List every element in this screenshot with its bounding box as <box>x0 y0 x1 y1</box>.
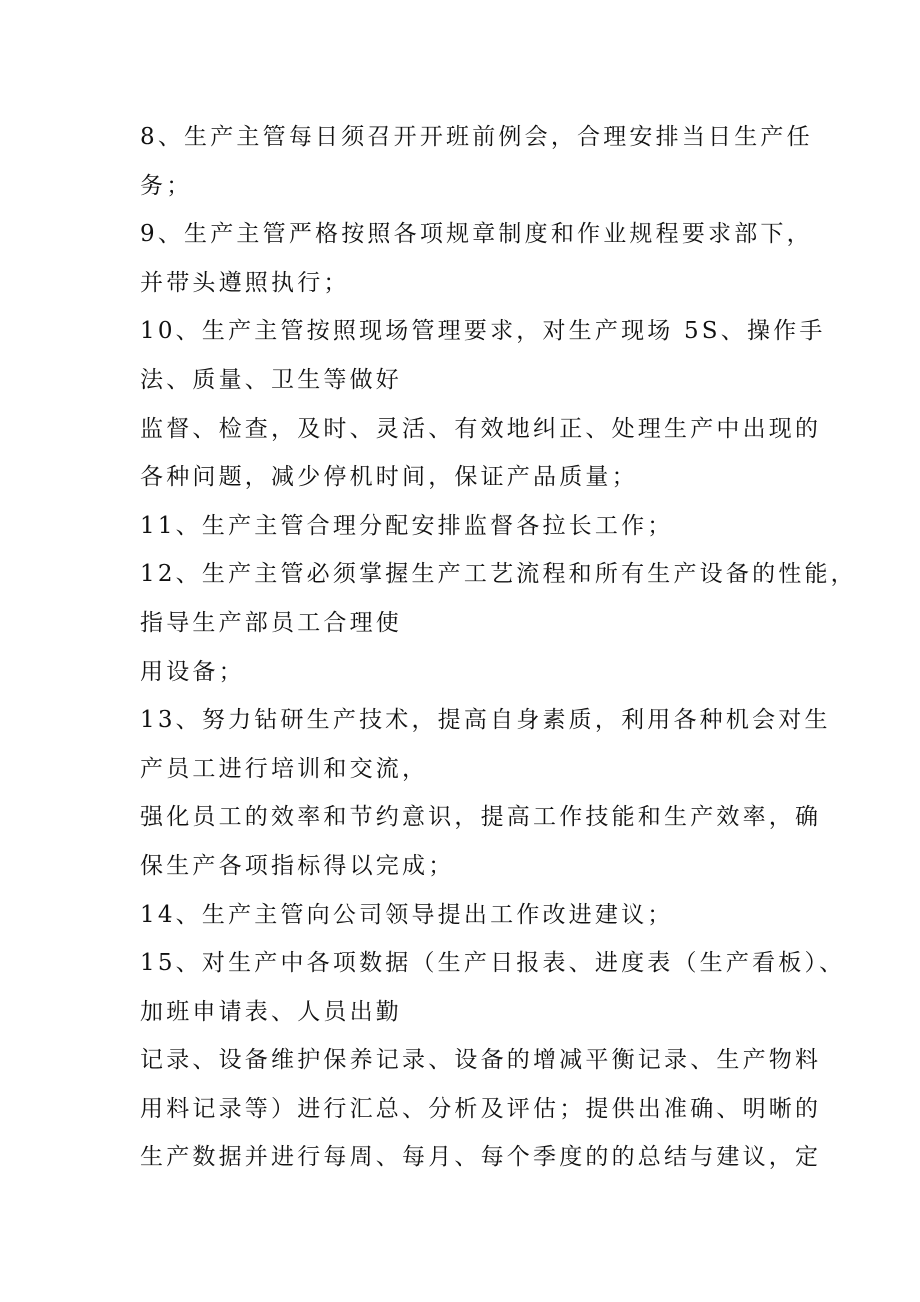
text-line: 15、对生产中各项数据（生产日报表、进度表（生产看板）、 <box>140 950 846 977</box>
text-line: 法、质量、卫生等做好 <box>140 366 402 393</box>
text-line: 12、生产主管必须掌握生产工艺流程和所有生产设备的性能， <box>140 561 857 588</box>
text-line: 加班申请表、人员出勤 <box>140 998 402 1025</box>
text-line: 指导生产部员工合理使 <box>140 609 402 636</box>
text-line: 记录、设备维护保养记录、设备的增减平衡记录、生产物料 <box>140 1047 822 1074</box>
text-line: 各种问题，减少停机时间，保证产品质量； <box>140 464 638 491</box>
text-line: 14、生产主管向公司领导提出工作改进建议； <box>140 901 674 928</box>
text-line: 产员工进行培训和交流， <box>140 755 429 782</box>
text-line: 9、生产主管严格按照各项规章制度和作业规程要求部下， <box>140 221 813 248</box>
text-line: 用料记录等）进行汇总、分析及评估；提供出准确、明晰的 <box>140 1095 822 1122</box>
document-body <box>140 113 857 1182</box>
text-line: 13、努力钻研生产技术，提高自身素质，利用各种机会对生 <box>140 707 831 734</box>
text-line: 11、生产主管合理分配安排监督各拉长工作； <box>140 512 674 539</box>
text-line: 10、生产主管按照现场管理要求，对生产现场 5S、操作手 <box>140 318 826 345</box>
text-line: 强化员工的效率和节约意识，提高工作技能和生产效率，确 <box>140 804 822 831</box>
text-line: 保生产各项指标得以完成； <box>140 852 455 879</box>
text-line: 务； <box>140 172 193 199</box>
text-line: 监督、检查，及时、灵活、有效地纠正、处理生产中出现的 <box>140 415 822 442</box>
text-line: 并带头遵照执行； <box>140 269 350 296</box>
text-line: 生产数据并进行每周、每月、每个季度的的总结与建议，定 <box>140 1144 822 1171</box>
text-line: 用设备； <box>140 658 245 685</box>
text-line: 8、生产主管每日须召开开班前例会，合理安排当日生产任 <box>140 124 813 150</box>
